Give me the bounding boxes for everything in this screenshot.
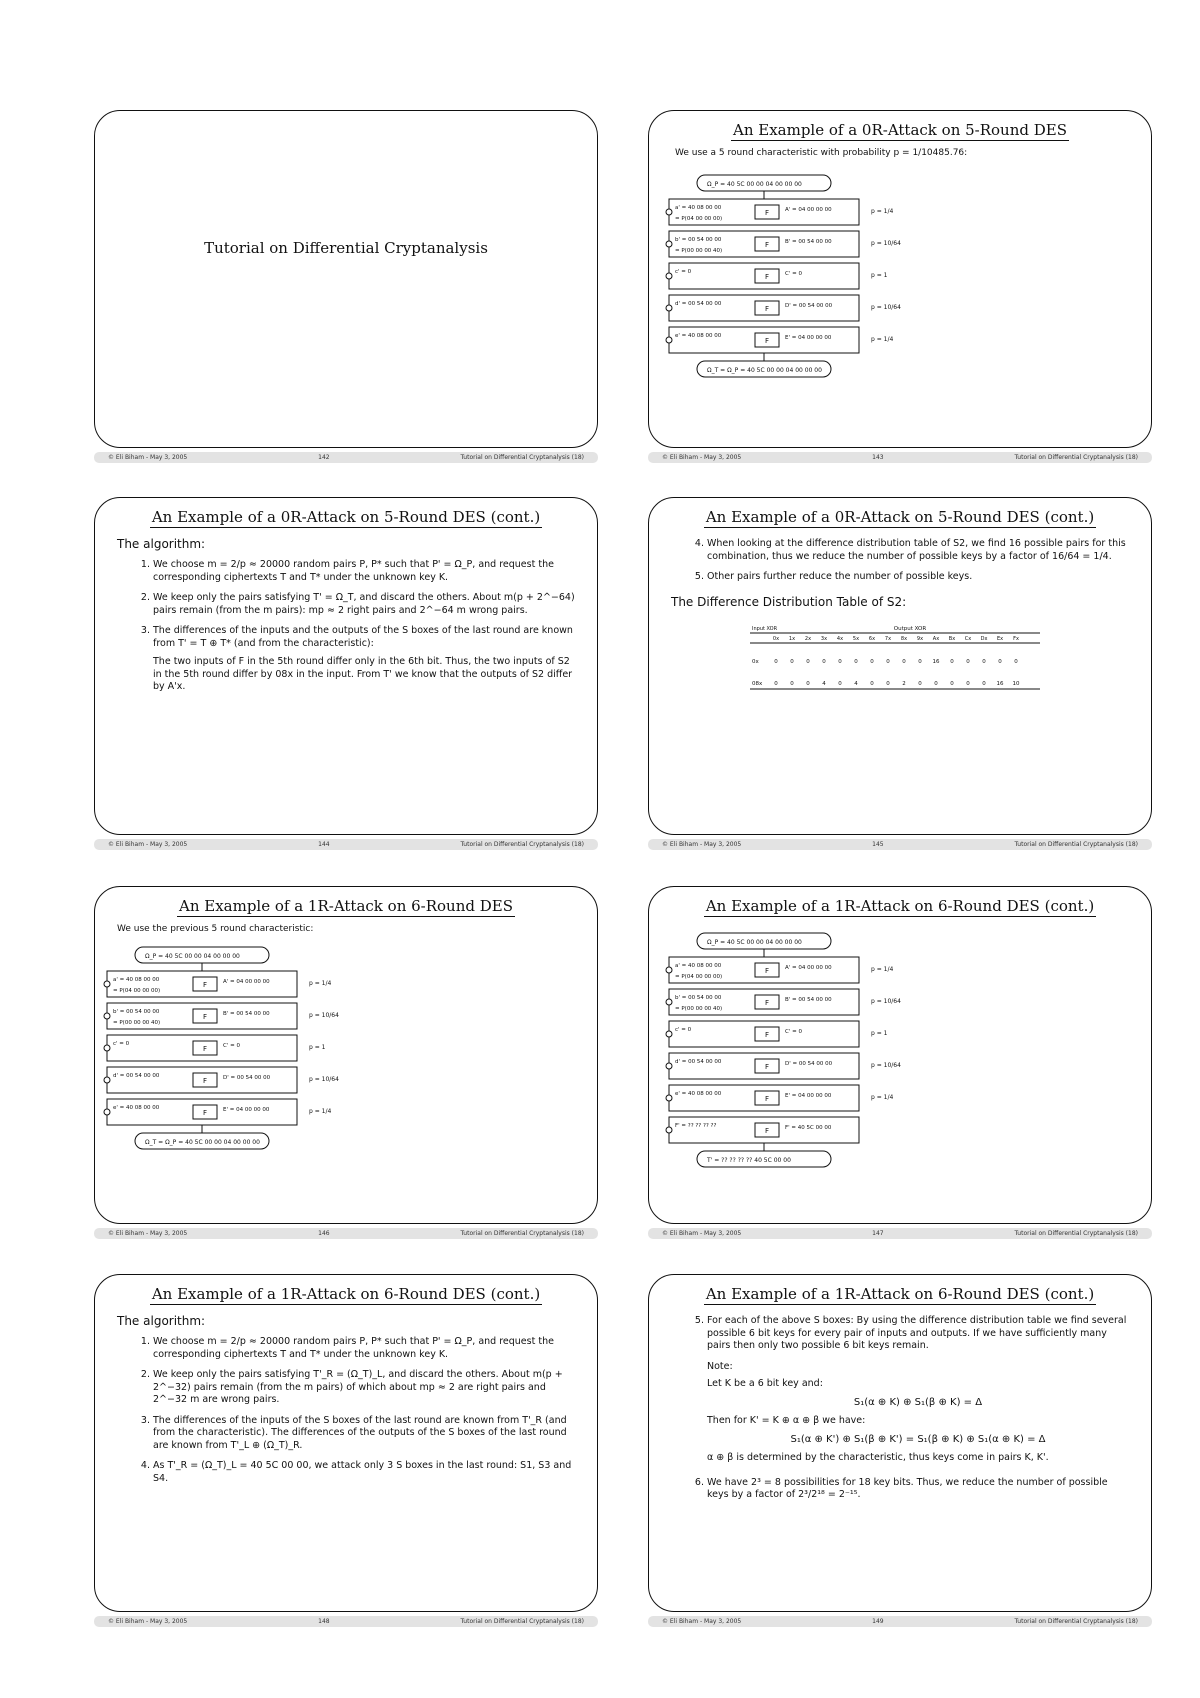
round-right-label: B' = 00 54 00 00 (223, 1011, 270, 1017)
table-cell: 2 (902, 680, 906, 687)
xor-icon (666, 1063, 672, 1069)
footer-center: 147 (872, 1230, 884, 1237)
table-column-header: Bx (948, 635, 956, 642)
xor-icon (666, 999, 672, 1005)
round-probability: p = 1/4 (871, 208, 894, 215)
table-cell: 4 (854, 680, 858, 687)
round-left-label: a' = 40 08 00 00 (675, 963, 722, 969)
slide-footer (94, 452, 598, 463)
round-probability: p = 10/64 (309, 1076, 339, 1083)
round-probability: p = 1/4 (871, 966, 894, 973)
footer-left: © Eli Biham - May 3, 2005 (662, 1230, 742, 1237)
xor-icon (666, 1127, 672, 1133)
round-left-label: F' = ?? ?? ?? ?? (675, 1123, 717, 1129)
table-row-label: 08x (752, 680, 763, 687)
round-left-label: b' = 00 54 00 00 (675, 995, 722, 1001)
f-function-label: F (764, 1127, 770, 1135)
footer-left: © Eli Biham - May 3, 2005 (108, 1230, 188, 1237)
round-left-label: d' = 00 54 00 00 (675, 301, 722, 307)
round-right-label: A' = 04 00 00 00 (785, 207, 832, 213)
slide-5 (94, 886, 598, 1224)
f-function-label: F (202, 981, 208, 989)
table-cell: 0 (982, 680, 986, 687)
round-probability: p = 10/64 (871, 1062, 901, 1069)
footer-right: Tutorial on Differential Cryptanalysis (18) (460, 841, 584, 848)
round-right-label: E' = 04 00 00 00 (785, 335, 832, 341)
round-left-label: a' = 40 08 00 00 (675, 205, 722, 211)
footer-left: © Eli Biham - May 3, 2005 (108, 841, 188, 848)
footer-left: © Eli Biham - May 3, 2005 (108, 1618, 188, 1625)
output-difference-label: T' = ?? ?? ?? ?? 40 5C 00 00 (707, 1157, 791, 1164)
slide-footer (648, 839, 1152, 850)
round-probability: p = 1 (309, 1044, 326, 1051)
round-probability: p = 1 (871, 1030, 888, 1037)
xor-icon (666, 273, 672, 279)
round-left-label: e' = 40 08 00 00 (675, 333, 722, 339)
table-header: Output XOR (893, 625, 927, 632)
round-left-label: b' = 00 54 00 00 (113, 1009, 160, 1015)
slide-title: An Example of a 1R-Attack on 6-Round DES (cont.) (705, 897, 1095, 915)
table-cell: 10 (1012, 680, 1020, 687)
table-column-header: 9x (916, 635, 924, 642)
slide-footer (648, 452, 1152, 463)
footer-right: Tutorial on Differential Cryptanalysis (18) (460, 454, 584, 461)
footer-left: © Eli Biham - May 3, 2005 (108, 454, 188, 461)
note-text: Let K be a 6 bit key and: (707, 1378, 823, 1389)
round-right-label: F' = 40 5C 00 00 (785, 1125, 832, 1131)
list-item: 5. Other pairs further reduce the number of possible keys. (707, 571, 1129, 584)
f-function-label: F (202, 1109, 208, 1117)
xor-icon (666, 337, 672, 343)
table-column-header: Ax (932, 635, 940, 642)
footer-center: 146 (318, 1230, 330, 1237)
input-difference-label: Ω_P = 40 5C 00 00 04 00 00 00 (707, 939, 802, 946)
table-column-header: 0x (772, 635, 780, 642)
round-right-label: E' = 04 00 00 00 (223, 1107, 270, 1113)
section-label: The algorithm: (117, 537, 206, 551)
slide-footer (94, 839, 598, 850)
table-cell: 0 (806, 658, 810, 665)
round-probability: p = 10/64 (309, 1012, 339, 1019)
list-item-text: The differences of the inputs and the outputs of the S boxes of the last round are known from T' = T ⊕ T* (and from the characteristic): (153, 625, 573, 649)
table-column-header: 2x (804, 635, 812, 642)
note-block (671, 1361, 1129, 1465)
round-left-label: d' = 00 54 00 00 (113, 1073, 160, 1079)
round-probability: p = 1/4 (871, 336, 894, 343)
round-left-label: c' = 0 (675, 269, 692, 275)
footer-left: © Eli Biham - May 3, 2005 (662, 841, 742, 848)
difference-distribution-table (750, 623, 1050, 695)
table-column-header: 3x (820, 635, 828, 642)
table-cell: 0 (966, 680, 970, 687)
f-function-label: F (202, 1077, 208, 1085)
slide-2 (648, 110, 1152, 448)
slide-title: An Example of a 1R-Attack on 6-Round DES (cont.) (705, 1285, 1095, 1303)
section-label: The algorithm: (117, 1314, 206, 1328)
table-column-header: 8x (900, 635, 908, 642)
round-left-label: = P(04 00 00 00) (675, 216, 723, 222)
slide-intro: We use the previous 5 round characteristic: (117, 924, 314, 934)
list-item: 4. As T'_R = (Ω_T)_L = 40 5C 00 00, we attack only 3 S boxes in the last round: S1, S3 and S4. (153, 1460, 575, 1485)
output-difference-label: Ω_T = Ω_P = 40 5C 00 00 04 00 00 00 (707, 367, 822, 374)
slide-intro: We use a 5 round characteristic with probability p = 1/10485.76: (675, 148, 968, 158)
f-function-label: F (764, 967, 770, 975)
round-left-label: e' = 40 08 00 00 (675, 1091, 722, 1097)
table-column-header: Dx (980, 635, 988, 642)
table-cell: 0 (790, 658, 794, 665)
footer-left: © Eli Biham - May 3, 2005 (662, 454, 742, 461)
round-left-label: c' = 0 (113, 1041, 130, 1047)
slide-1 (94, 110, 598, 448)
slide-title: Tutorial on Differential Cryptanalysis (204, 239, 488, 257)
xor-icon (104, 1077, 110, 1083)
slide-footer (648, 1616, 1152, 1627)
list-item: 2. We keep only the pairs satisfying T' = Ω_T, and discard the others. About m(p + 2^−64) pairs remain (from the m pairs): mp ≈ 2 right pairs and 2^−64 m wrong pairs. (153, 592, 575, 617)
table-cell: 0 (822, 658, 826, 665)
output-difference-label: Ω_T = Ω_P = 40 5C 00 00 04 00 00 00 (145, 1139, 260, 1146)
input-difference-label: Ω_P = 40 5C 00 00 04 00 00 00 (145, 953, 240, 960)
slide-title: An Example of a 1R-Attack on 6-Round DES (178, 897, 513, 915)
note-label: Note: (707, 1360, 733, 1372)
round-left-label: = P(04 00 00 00) (113, 988, 161, 994)
round-right-label: D' = 00 54 00 00 (785, 303, 833, 309)
slide-footer (648, 1228, 1152, 1239)
round-right-label: E' = 04 00 00 00 (785, 1093, 832, 1099)
footer-center: 149 (872, 1618, 884, 1625)
round-probability: p = 1 (871, 272, 888, 279)
f-function-label: F (764, 209, 770, 217)
round-right-label: D' = 00 54 00 00 (785, 1061, 833, 1067)
slide-4 (648, 497, 1152, 835)
table-cell: 0 (854, 658, 858, 665)
slide-footer (94, 1228, 598, 1239)
table-cell: 0 (838, 658, 842, 665)
table-cell: 0 (950, 680, 954, 687)
xor-icon (666, 209, 672, 215)
round-left-label: = P(00 00 00 40) (675, 248, 723, 254)
list-item: 4. When looking at the difference distribution table of S2, we find 16 possible pairs for this combination, thus we reduce the number of possible keys by a factor of 16/64 = 1/4. (707, 538, 1129, 563)
footer-left: © Eli Biham - May 3, 2005 (662, 1618, 742, 1625)
equation: S₁(α ⊕ K') ⊕ S₁(β ⊕ K') = S₁(β ⊕ K) ⊕ S₁(α ⊕ K) = Δ (790, 1433, 1046, 1445)
characteristic-diagram (649, 925, 1152, 1215)
slide-footer (94, 1616, 598, 1627)
table-cell: 0 (870, 658, 874, 665)
list-item: 1. We choose m = 2/p ≈ 20000 random pairs P, P* such that P' = Ω_P, and request the corresponding ciphertexts T and T* under the unknown key K. (153, 559, 575, 584)
round-right-label: A' = 04 00 00 00 (785, 965, 832, 971)
characteristic-diagram (94, 939, 591, 1189)
xor-icon (666, 305, 672, 311)
characteristic-diagram (649, 167, 1152, 417)
f-function-label: F (202, 1013, 208, 1021)
table-cell: 16 (996, 680, 1004, 687)
xor-icon (666, 1031, 672, 1037)
round-right-label: C' = 0 (785, 271, 802, 277)
round-right-label: D' = 00 54 00 00 (223, 1075, 271, 1081)
table-cell: 0 (902, 658, 906, 665)
table-cell: 0 (774, 658, 778, 665)
footer-right: Tutorial on Differential Cryptanalysis (18) (1014, 454, 1138, 461)
table-column-header: Fx (1013, 635, 1019, 642)
slide-8 (648, 1274, 1152, 1612)
table-cell: 0 (838, 680, 842, 687)
slide-title: An Example of a 1R-Attack on 6-Round DES (cont.) (151, 1285, 541, 1303)
table-cell: 0 (918, 658, 922, 665)
round-probability: p = 10/64 (871, 304, 901, 311)
table-cell: 0 (806, 680, 810, 687)
xor-icon (666, 1095, 672, 1101)
footer-right: Tutorial on Differential Cryptanalysis (18) (1014, 1230, 1138, 1237)
equation: S₁(α ⊕ K) ⊕ S₁(β ⊕ K) = Δ (853, 1396, 983, 1408)
list-item: 3. The differences of the inputs of the S boxes of the last round are known from T'_R (and from the characteristic). The differences of the outputs of the S boxes of the last round are known from T'_L ⊕ (Ω_T)_R. (153, 1415, 575, 1453)
round-probability: p = 1/4 (871, 1094, 894, 1101)
xor-icon (104, 1045, 110, 1051)
round-left-label: e' = 40 08 00 00 (113, 1105, 160, 1111)
f-function-label: F (764, 999, 770, 1007)
table-column-header: 5x (852, 635, 860, 642)
round-right-label: C' = 0 (223, 1043, 240, 1049)
table-cell: 16 (932, 658, 940, 665)
round-left-label: = P(04 00 00 00) (675, 974, 723, 980)
note-text: Then for K' = K ⊕ α ⊕ β we have: (707, 1415, 866, 1426)
table-cell: 0 (886, 680, 890, 687)
xor-icon (104, 1109, 110, 1115)
f-function-label: F (764, 337, 770, 345)
table-cell: 0 (982, 658, 986, 665)
f-function-label: F (764, 1031, 770, 1039)
slide-6 (648, 886, 1152, 1224)
f-function-label: F (764, 1063, 770, 1071)
xor-icon (104, 1013, 110, 1019)
list-item: 5. For each of the above S boxes: By using the difference distribution table we find several possible 6 bit keys for every pair of inputs and outputs. If we have sufficiently many pairs then only two possible 6 bit keys remain. (707, 1315, 1129, 1353)
round-right-label: A' = 04 00 00 00 (223, 979, 270, 985)
table-cell: 0 (966, 658, 970, 665)
table-column-header: Cx (964, 635, 972, 642)
table-column-header: Ex (996, 635, 1004, 642)
f-function-label: F (764, 273, 770, 281)
round-left-label: b' = 00 54 00 00 (675, 237, 722, 243)
table-cell: 0 (998, 658, 1002, 665)
table-column-header: 1x (788, 635, 796, 642)
xor-icon (104, 981, 110, 987)
xor-icon (666, 241, 672, 247)
round-left-label: d' = 00 54 00 00 (675, 1059, 722, 1065)
footer-center: 143 (872, 454, 884, 461)
list-item (153, 625, 575, 694)
list-item: 2. We keep only the pairs satisfying T'_R = (Ω_T)_L, and discard the others. About m(p + 2^−32) pairs remain (from the m pairs) of which about mp ≈ 2 are right pairs and 2^−32 m are wrong pairs. (153, 1369, 575, 1407)
round-right-label: C' = 0 (785, 1029, 802, 1035)
note-text: α ⊕ β is determined by the characteristic, thus keys come in pairs K, K'. (707, 1452, 1049, 1463)
round-left-label: = P(00 00 00 40) (675, 1006, 723, 1012)
f-function-label: F (764, 305, 770, 313)
round-left-label: c' = 0 (675, 1027, 692, 1033)
table-column-header: 7x (884, 635, 892, 642)
xor-icon (666, 967, 672, 973)
table-cell: 0 (870, 680, 874, 687)
list-item-extra: The two inputs of F in the 5th round differ only in the 6th bit. Thus, the two inputs of S2 in the 5th round differ by 08x in the input. From T' we know that the outputs of S2 differ by A'x. (153, 656, 573, 692)
round-left-label: a' = 40 08 00 00 (113, 977, 160, 983)
table-header: Input XOR (752, 625, 778, 632)
table-cell: 0 (790, 680, 794, 687)
list-item: 6. We have 2³ = 8 possibilities for 18 key bits. Thus, we reduce the number of possible keys by a factor of 2³/2¹⁸ = 2⁻¹⁵. (707, 1477, 1129, 1502)
footer-center: 148 (318, 1618, 330, 1625)
f-function-label: F (764, 1095, 770, 1103)
table-grid (750, 623, 1050, 695)
footer-center: 142 (318, 454, 330, 461)
footer-right: Tutorial on Differential Cryptanalysis (18) (460, 1618, 584, 1625)
footer-right: Tutorial on Differential Cryptanalysis (18) (1014, 841, 1138, 848)
slide-7 (94, 1274, 598, 1612)
slide-title: An Example of a 0R-Attack on 5-Round DES (cont.) (705, 508, 1095, 526)
footer-right: Tutorial on Differential Cryptanalysis (18) (460, 1230, 584, 1237)
footer-center: 145 (872, 841, 884, 848)
table-cell: 0 (918, 680, 922, 687)
round-left-label: = P(00 00 00 40) (113, 1020, 161, 1026)
round-right-label: B' = 00 54 00 00 (785, 239, 832, 245)
round-probability: p = 10/64 (871, 998, 901, 1005)
round-probability: p = 1/4 (309, 1108, 332, 1115)
table-row-label: 0x (752, 658, 759, 665)
slide-title: An Example of a 0R-Attack on 5-Round DES (cont.) (151, 508, 541, 526)
f-function-label: F (202, 1045, 208, 1053)
table-cell: 0 (886, 658, 890, 665)
list-item: 1. We choose m = 2/p ≈ 20000 random pairs P, P* such that P' = Ω_P, and request the corresponding ciphertexts T and T* under the unknown key K. (153, 1336, 575, 1361)
footer-right: Tutorial on Differential Cryptanalysis (18) (1014, 1618, 1138, 1625)
input-difference-label: Ω_P = 40 5C 00 00 04 00 00 00 (707, 181, 802, 188)
table-column-header: 6x (868, 635, 876, 642)
slide-3 (94, 497, 598, 835)
round-probability: p = 10/64 (871, 240, 901, 247)
table-cell: 0 (774, 680, 778, 687)
table-cell: 0 (1014, 658, 1018, 665)
section-label: The Difference Distribution Table of S2: (671, 594, 907, 609)
round-probability: p = 1/4 (309, 980, 332, 987)
table-cell: 0 (934, 680, 938, 687)
slide-title: An Example of a 0R-Attack on 5-Round DES (732, 121, 1067, 139)
round-right-label: B' = 00 54 00 00 (785, 997, 832, 1003)
footer-center: 144 (318, 841, 330, 848)
table-cell: 4 (822, 680, 826, 687)
f-function-label: F (764, 241, 770, 249)
table-cell: 0 (950, 658, 954, 665)
table-column-header: 4x (836, 635, 844, 642)
